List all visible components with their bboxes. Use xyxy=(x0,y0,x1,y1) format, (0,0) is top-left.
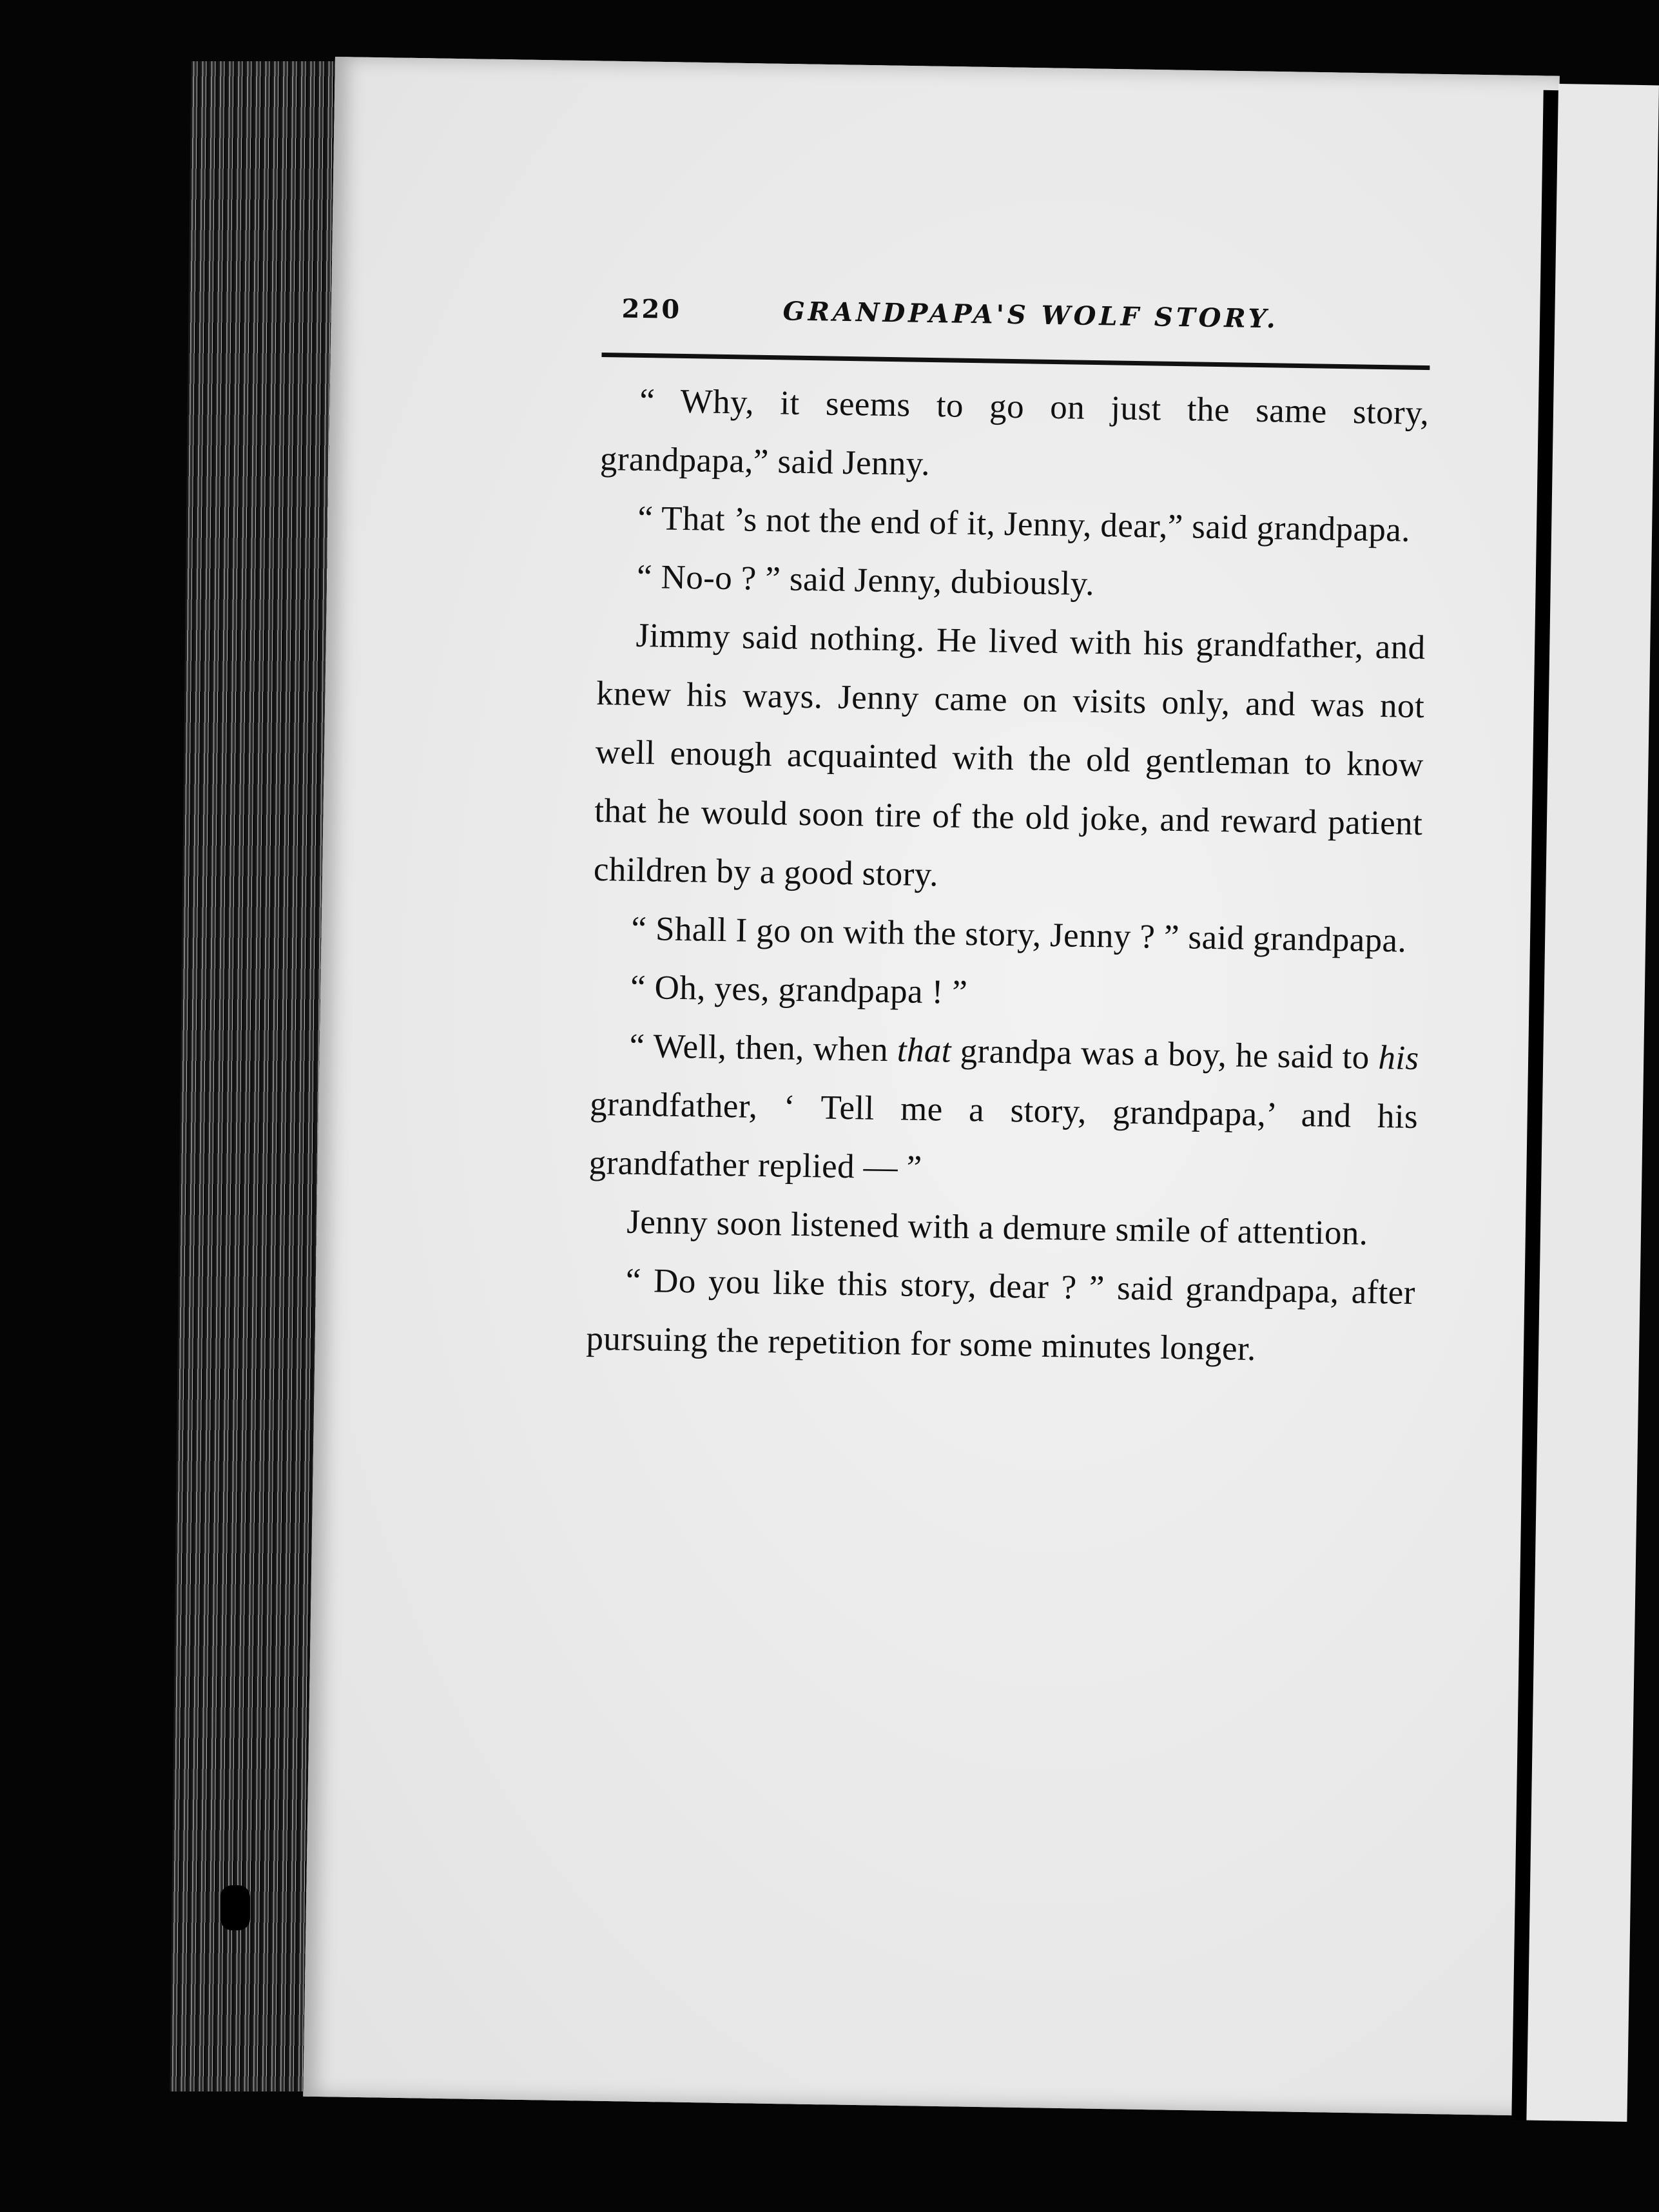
page-number: 220 xyxy=(621,293,682,325)
paragraph: “ Do you like this story, dear ? ” said grandpapa, after pursuing the repetition for some minutes longer. xyxy=(586,1261,1416,1368)
page-header xyxy=(602,293,1431,364)
paragraph: “ Why, it seems to go on just the same story, grandpapa,” said Jenny. xyxy=(599,382,1430,483)
paragraph-text: grandpa was a boy, he said to xyxy=(951,1032,1379,1077)
running-head: GRANDPAPA'S WOLF STORY. xyxy=(782,296,1279,335)
paragraph-text: grandfather, ‘ Tell me a story, grandpapa,’ and his grandfather replied — ” xyxy=(588,1085,1419,1187)
italic-word: that xyxy=(897,1031,952,1070)
paragraph: “ That ’s not the end of it, Jenny, dear,” said grandpapa. xyxy=(637,499,1411,549)
paragraph xyxy=(588,1016,1419,1205)
paragraph: Jimmy said nothing. He lived with his grandfather, and knew his ways. Jenny came on visits only, and was not well enough acquainted with the old gentleman to know that he would soon tire of the old joke, and reward patient children by a good story. xyxy=(593,616,1426,894)
page-text-block xyxy=(586,293,1431,1381)
paragraph: “ Oh, yes, grandpapa ! ” xyxy=(630,968,968,1012)
edge-ink-mark xyxy=(220,1885,250,1930)
paragraph-text: “ Well, then, when xyxy=(629,1027,898,1069)
italic-word: his xyxy=(1378,1039,1419,1078)
paragraph: Jenny soon listened with a demure smile of attention. xyxy=(626,1203,1368,1252)
paragraph: “ Shall I go on with the story, Jenny ? ” said grandpapa. xyxy=(631,909,1407,960)
paragraph: “ No-o ? ” said Jenny, dubiously. xyxy=(636,558,1095,603)
